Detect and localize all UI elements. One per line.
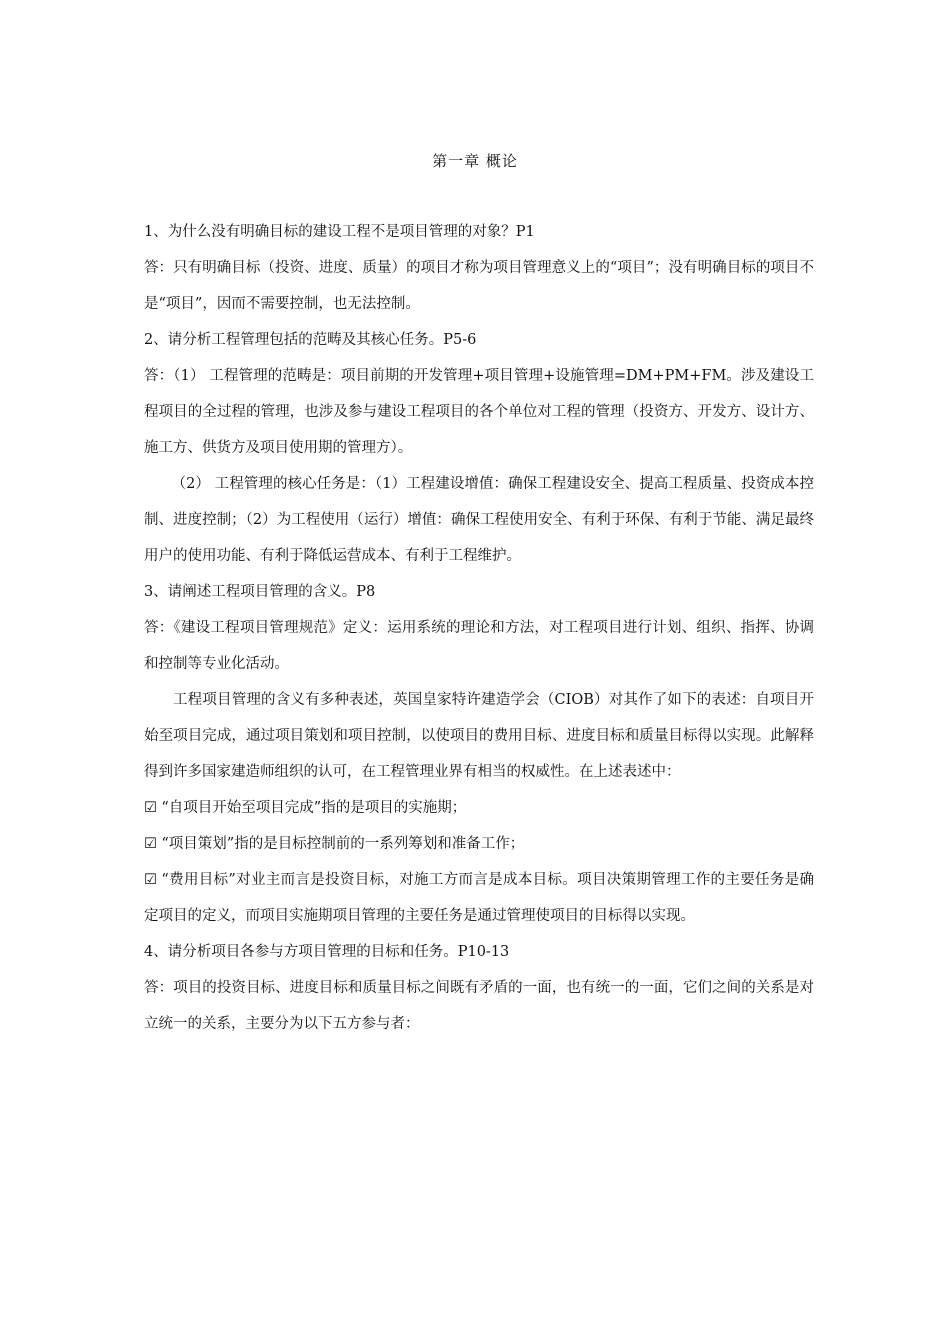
bullet-text-2: “项目策划”指的是目标控制前的一系列筹划和准备工作； (161, 836, 525, 852)
checkbox-icon: ☑ (144, 800, 157, 816)
answer-3-part-1: 答：《建设工程项目管理规范》定义：运用系统的理论和方法，对工程项目进行计划、组织、指挥、协调和控制等专业化活动。 (144, 620, 814, 672)
answer-3-part-2: 工程项目管理的含义有多种表述，英国皇家特许建造学会（CIOB）对其作了如下的表述：自项目开始至项目完成，通过项目策划和项目控制，以使项目的费用目标、进度目标和质量目标得以实现。此解释得到许多国家建造师组织的认可，在工程管理业界有相当的权威性。在上述表述中： (144, 692, 814, 780)
question-1: 1、为什么没有明确目标的建设工程不是项目管理的对象？P1 (144, 224, 535, 240)
question-3: 3、请阐述工程项目管理的含义。P8 (144, 584, 376, 600)
question-4: 4、请分析项目各参与方项目管理的目标和任务。P10-13 (144, 944, 510, 960)
bullet-text-1: “自项目开始至项目完成”指的是项目的实施期； (161, 800, 467, 816)
checkbox-icon: ☑ (144, 872, 157, 888)
answer-4: 答：项目的投资目标、进度目标和质量目标之间既有矛盾的一面，也有统一的一面，它们之间的关系是对立统一的关系，主要分为以下五方参与者： (144, 980, 814, 1032)
question-2: 2、请分析工程管理包括的范畴及其核心任务。P5-6 (144, 332, 477, 348)
bullet-item-3 (144, 862, 814, 934)
answer-2-part-1: 答：（1） 工程管理的范畴是：项目前期的开发管理+项目管理+设施管理=DM+PM+FM。涉及建设工程项目的全过程的管理，也涉及参与建设工程项目的各个单位对工程的管理（投资方、开发方、设计方、施工方、供货方及项目使用期的管理方）。 (144, 368, 814, 456)
answer-1: 答：只有明确目标（投资、进度、质量）的项目才称为项目管理意义上的“项目”；没有明确目标的项目不是“项目”，因而不需要控制，也无法控制。 (144, 260, 814, 312)
document-body (144, 214, 814, 1042)
bullet-text-3: “费用目标”对业主而言是投资目标，对施工方而言是成本目标。项目决策期管理工作的主要任务是确定项目的定义，而项目实施期项目管理的主要任务是通过管理使项目的目标得以实现。 (144, 872, 814, 924)
answer-2-part-2: （2） 工程管理的核心任务是：（1）工程建设增值：确保工程建设安全、提高工程质量、投资成本控制、进度控制；（2）为工程使用（运行）增值：确保工程使用安全、有利于环保、有利于节能、满足最终用户的使用功能、有利于降低运营成本、有利于工程维护。 (144, 476, 814, 564)
checkbox-icon: ☑ (144, 836, 157, 852)
bullet-item-2 (144, 826, 814, 862)
chapter-title: 第一章 概论 (432, 152, 518, 170)
bullet-item-1 (144, 790, 814, 826)
